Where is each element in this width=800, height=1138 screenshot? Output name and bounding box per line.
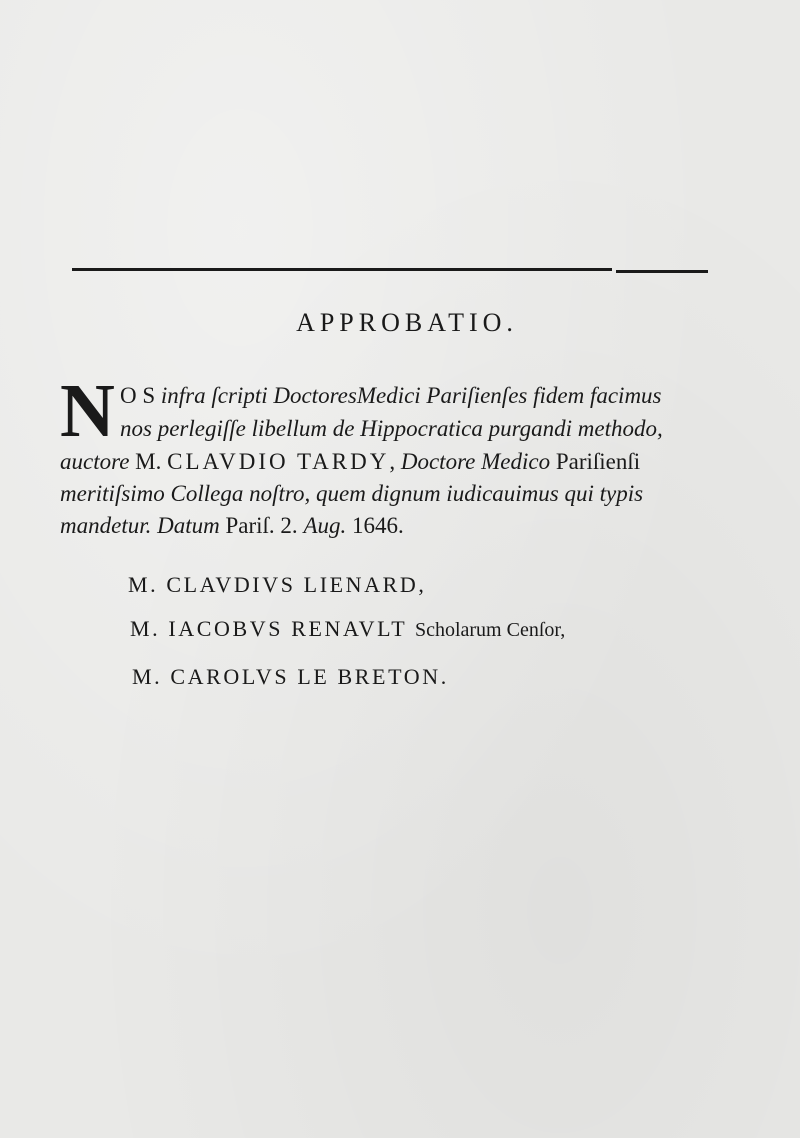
line-5-italic-a: mandetur. Datum xyxy=(60,513,226,538)
paragraph-line-3 xyxy=(60,446,640,478)
bleed-through-texture-top xyxy=(0,60,800,180)
header-rule-short xyxy=(616,270,708,273)
line-3-roman-b: , xyxy=(389,449,401,474)
drop-cap: N xyxy=(60,369,115,453)
header-rule-long xyxy=(72,268,612,271)
paragraph-line-1 xyxy=(120,380,662,412)
paragraph-line-5 xyxy=(60,510,404,542)
date-year: 1646. xyxy=(346,513,404,538)
signatory-title: Scholarum Cenſor, xyxy=(414,619,566,641)
bleed-through-texture-bottom xyxy=(0,870,800,1090)
line-5-roman-a: Pariſ. 2. xyxy=(225,513,304,538)
signatory-name: M. IACOBVS RENAVLT xyxy=(130,616,407,641)
page-title: APPROBATIO. xyxy=(296,308,518,337)
paragraph-line-2: nos perlegiſſe libellum de Hippocratica purgandi methodo, xyxy=(120,416,663,441)
signatory xyxy=(132,664,449,690)
line-3-roman-c: Pariſienſi xyxy=(555,449,641,474)
signatory xyxy=(128,572,427,598)
bleed-through-texture-middle xyxy=(0,730,800,820)
line-3-italic-b: Doctore Medico xyxy=(400,449,556,474)
paragraph-line-4: meritiſsimo Collega noſtro, quem dignum iudicauimus qui typis xyxy=(60,481,644,506)
line-3-roman-a: M. xyxy=(129,449,168,474)
signatory-name: M. CAROLVS LE BRETON. xyxy=(132,664,449,689)
signatory-name: M. CLAVDIVS LIENARD, xyxy=(128,572,427,597)
line-1-italic: infra ſcripti DoctoresMedici Pariſienſes fidem facimus xyxy=(155,383,662,408)
author-name: CLAVDIO TARDY xyxy=(167,449,390,474)
line-5-italic-b: Aug. xyxy=(303,513,347,538)
line-1-roman: O S xyxy=(120,383,156,408)
signatory xyxy=(130,616,565,642)
line-3-italic-a: auctore xyxy=(60,449,130,474)
